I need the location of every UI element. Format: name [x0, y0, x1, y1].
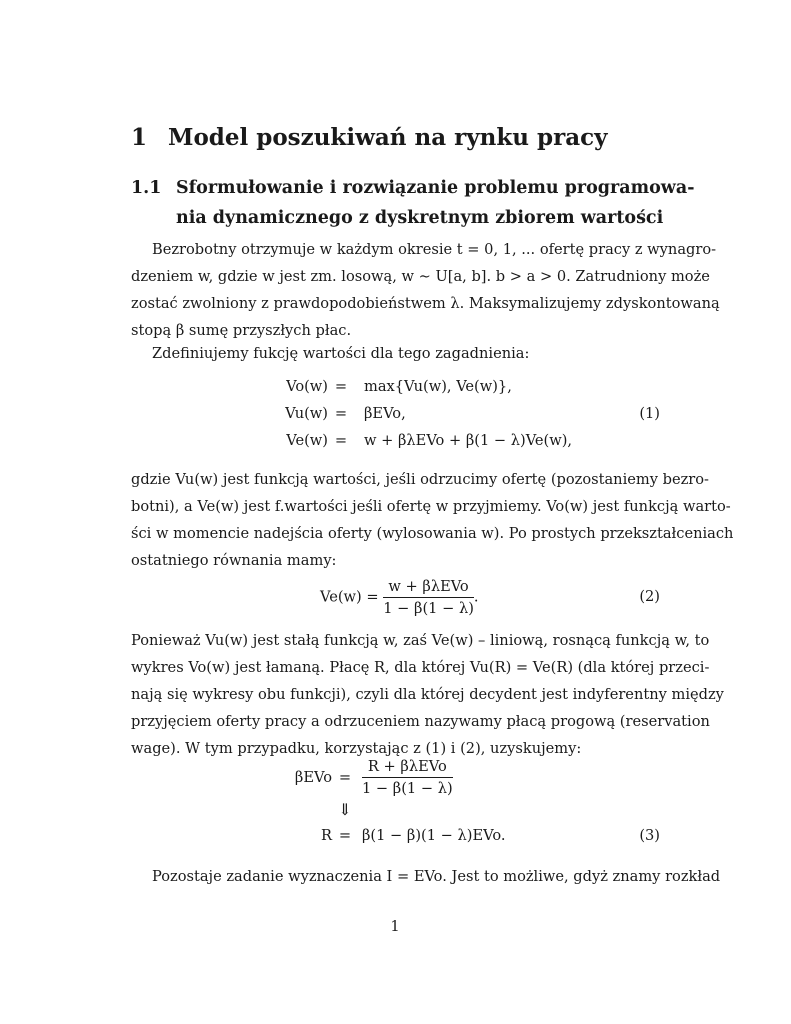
paragraph-line: wykres Vo(w) jest łamaną. Płacę R, dla której Vu(R) = Ve(R) (dla której przeci- — [131, 659, 710, 676]
paragraph-line: przyjęciem oferty pracy a odrzuceniem nazywamy płacą progową (reservation — [131, 713, 710, 730]
paragraph-line: ści w momencie nadejścia oferty (wylosowania w). Po prostych przekształceniach — [131, 525, 734, 542]
eq1-lhs: Vo(w) — [286, 378, 328, 395]
paragraph-line: Ponieważ Vu(w) jest stałą funkcją w, zaś Ve(w) – liniową, rosnącą funkcją w, to — [131, 632, 710, 649]
subsection-title-line2: nia dynamicznego z dyskretnym zbiorem wartości — [176, 208, 664, 228]
eq3-numerator: R + βλEVo — [362, 758, 453, 778]
eq1-rhs: max{Vu(w), Ve(w)}, — [364, 378, 512, 395]
eq1-rhs: w + βλEVo + β(1 − λ)Ve(w), — [364, 432, 573, 449]
eq1-lhs: Ve(w) — [286, 432, 328, 449]
paragraph-line: zostać zwolniony z prawdopodobieństwem λ. Maksymalizujemy zdyskontowaną — [131, 295, 720, 312]
eq1-rel: = — [334, 405, 348, 422]
eq2-denominator: 1 − β(1 − λ) — [383, 600, 474, 617]
paragraph-line: botni), a Ve(w) jest f.wartości jeśli ofertę w przyjmiemy. Vo(w) jest funkcją warto- — [131, 498, 731, 515]
section-title: Model poszukiwań na rynku pracy — [168, 124, 608, 151]
paragraph-line: gdzie Vu(w) jest funkcją wartości, jeśli odrzucimy ofertę (pozostaniemy bezro- — [131, 471, 709, 488]
eq2-lhs: Ve(w) = — [320, 588, 379, 606]
eq1-rhs: βEVo, — [364, 405, 406, 422]
eq3-lhs: R — [321, 827, 332, 844]
paragraph-line: Pozostaje zadanie wyznaczenia I = EVo. Jest to możliwe, gdyż znamy rozkład — [152, 868, 721, 885]
eq1-lhs: Vu(w) — [285, 405, 328, 422]
section-heading — [131, 124, 608, 151]
eq1-rel: = — [334, 378, 348, 395]
eq3-fraction-body — [362, 758, 453, 797]
paragraph-line: wage). W tym przypadku, korzystając z (1) i (2), uzyskujemy: — [131, 740, 582, 757]
paragraph-line: stopą β sumę przyszłych płac. — [131, 322, 352, 339]
eq3-denominator: 1 − β(1 − λ) — [362, 780, 453, 797]
subsection-title-line1: Sformułowanie i rozwiązanie problemu programowa- — [176, 178, 695, 198]
eq3-rel: = — [338, 827, 352, 844]
paragraph-line: Zdefiniujemy fukcję wartości dla tego zagadnienia: — [152, 345, 530, 362]
eq3-fraction — [362, 758, 453, 797]
paragraph-line: nają się wykresy obu funkcji), czyli dla której decydent jest indyferentny między — [131, 686, 724, 703]
implies-arrow: ⇓ — [338, 800, 352, 819]
equation-number: (2) — [639, 588, 660, 605]
equation-number: (1) — [639, 405, 660, 422]
paragraph-line: ostatniego równania mamy: — [131, 552, 337, 569]
equation-2 — [320, 578, 479, 617]
eq2-fraction — [383, 578, 474, 617]
eq3-rel: = — [338, 769, 352, 786]
eq2-numerator: w + βλEVo — [383, 578, 474, 598]
paragraph-line: Bezrobotny otrzymuje w każdym okresie t = 0, 1, ... ofertę pracy z wynagro- — [152, 241, 717, 258]
subsection-number: 1.1 — [131, 178, 162, 198]
equation-number: (3) — [639, 827, 660, 844]
eq3-rhs: β(1 − β)(1 − λ)EVo. — [362, 827, 506, 844]
paragraph-line: dzeniem w, gdzie w jest zm. losową, w ∼ U[a, b]. b > a > 0. Zatrudniony może — [131, 268, 710, 285]
eq1-rel: = — [334, 432, 348, 449]
page-number: 1 — [390, 918, 400, 935]
section-number: 1 — [131, 124, 148, 151]
eq2-tail: . — [473, 588, 479, 606]
eq3-lhs: βEVo — [294, 769, 332, 786]
